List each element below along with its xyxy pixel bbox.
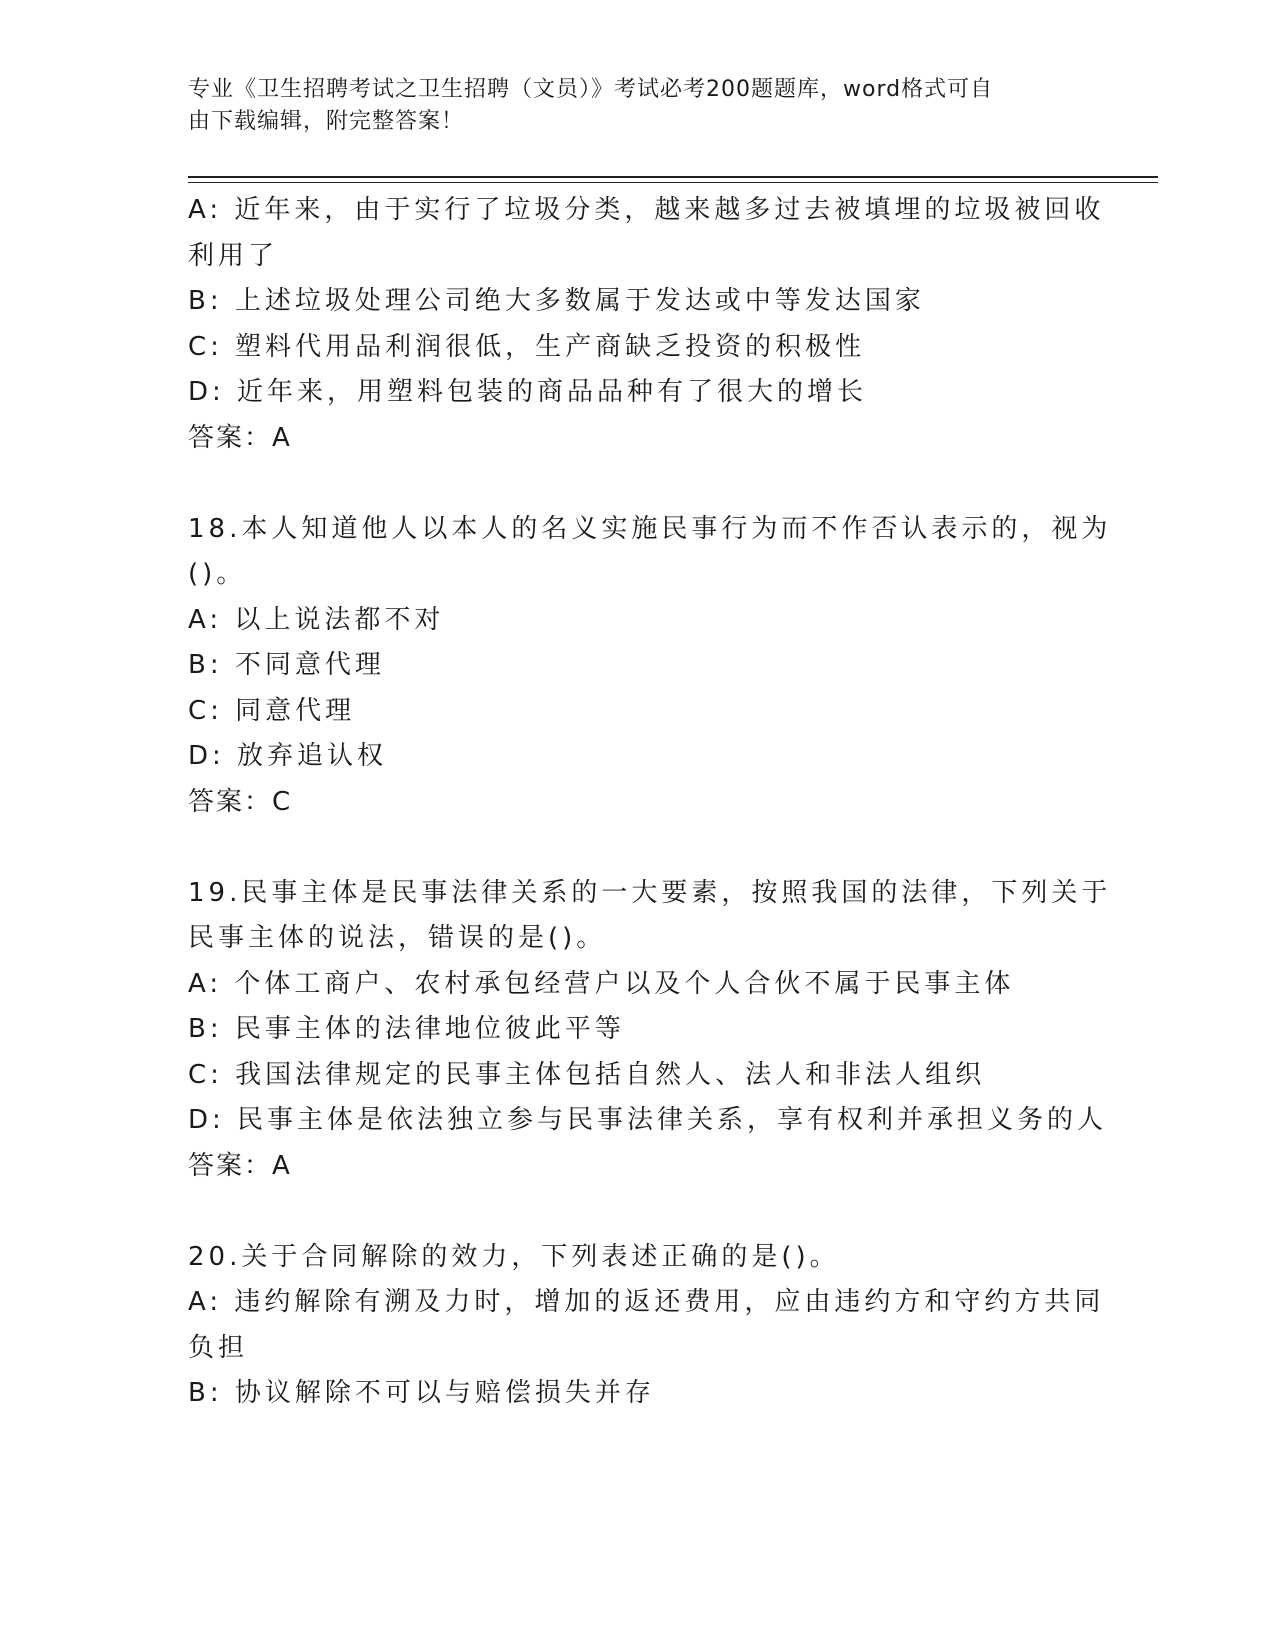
header-line-2: 由下载编辑，附完整答案！ <box>188 109 465 134</box>
option-d: D: 民事主体是依法独立参与民事法律关系，享有权利并承担义务的人 <box>188 1105 1108 1135</box>
header-line-1: 专业《卫生招聘考试之卫生招聘（文员）》考试必考200题题库，word格式可自 <box>188 77 994 102</box>
question-block-18 <box>188 507 1112 826</box>
answer-line: 答案：C <box>188 786 293 817</box>
spacer <box>188 1189 1088 1235</box>
option-d: D: 放弃追认权 <box>188 741 388 771</box>
option-b: B: 不同意代理 <box>188 650 385 680</box>
question-block-19 <box>188 871 1112 1190</box>
question-stem: 20.关于合同解除的效力，下列表述正确的是()。 <box>188 1241 840 1272</box>
option-a: A: 近年来，由于实行了垃圾分类，越来越多过去被填埋的垃圾被回收 <box>188 195 1105 225</box>
option-b: B: 民事主体的法律地位彼此平等 <box>188 1014 625 1044</box>
header-rule-thick <box>188 176 1158 178</box>
option-c: C: 我国法律规定的民事主体包括自然人、法人和非法人组织 <box>188 1059 986 1090</box>
question-content <box>188 188 1112 1417</box>
option-a-continued: 负担 <box>188 1332 249 1363</box>
option-a: A: 以上说法都不对 <box>188 604 445 635</box>
option-b: B: 上述垃圾处理公司绝大多数属于发达或中等发达国家 <box>188 286 925 316</box>
option-d: D: 近年来，用塑料包装的商品品种有了很大的增长 <box>188 377 868 407</box>
document-header <box>188 74 1068 138</box>
option-c: C: 塑料代用品利润很低，生产商缺乏投资的积极性 <box>188 331 866 362</box>
option-c: C: 同意代理 <box>188 695 356 726</box>
header-rule-thin <box>188 182 1158 183</box>
answer-line: 答案：A <box>188 422 292 453</box>
spacer <box>188 461 1088 507</box>
answer-line: 答案：A <box>188 1150 292 1181</box>
option-a-continued: 利用了 <box>188 240 279 271</box>
question-block-17 <box>188 188 1105 461</box>
question-stem-continued: ()。 <box>188 559 247 589</box>
question-block-20 <box>188 1235 1105 1417</box>
question-stem: 19.民事主体是民事法律关系的一大要素，按照我国的法律，下列关于 <box>188 877 1112 908</box>
spacer <box>188 825 1088 871</box>
option-a: A: 违约解除有溯及力时，增加的返还费用，应由违约方和守约方共同 <box>188 1287 1105 1317</box>
option-a: A: 个体工商户、农村承包经营户以及个人合伙不属于民事主体 <box>188 968 1015 999</box>
question-stem-continued: 民事主体的说法，错误的是()。 <box>188 923 607 953</box>
option-b: B: 协议解除不可以与赔偿损失并存 <box>188 1378 655 1408</box>
question-stem: 18.本人知道他人以本人的名义实施民事行为而不作否认表示的，视为 <box>188 513 1112 544</box>
